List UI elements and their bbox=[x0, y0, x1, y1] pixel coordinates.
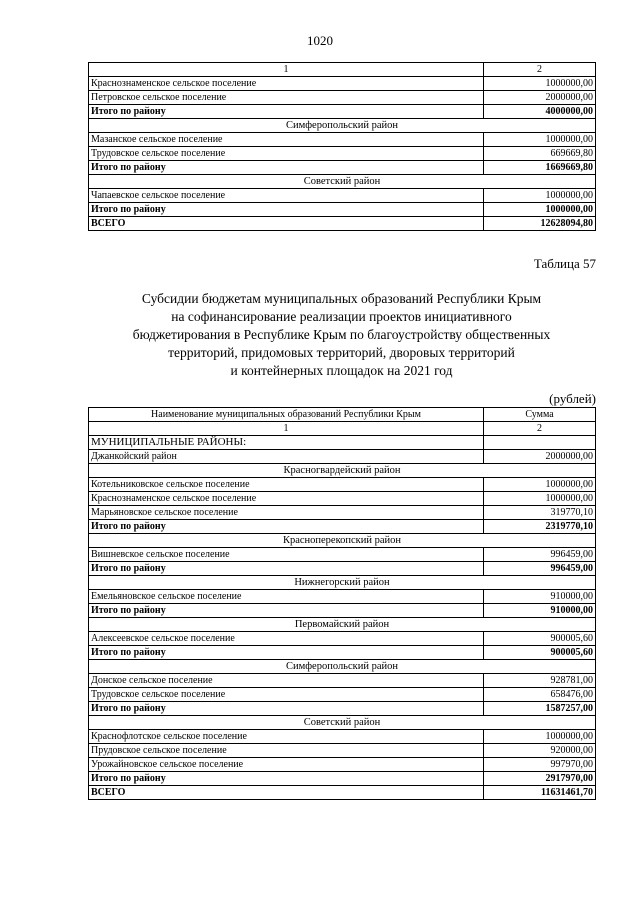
row-name: Прудовское сельское поселение bbox=[89, 744, 484, 758]
row-name: Краснознаменское сельское поселение bbox=[89, 77, 484, 91]
district-name: Красногвардейский район bbox=[89, 464, 596, 478]
row-value: 996459,00 bbox=[484, 548, 596, 562]
district-name: Первомайский район bbox=[89, 618, 596, 632]
district-name: Нижнегорский район bbox=[89, 576, 596, 590]
row-value: 996459,00 bbox=[484, 562, 596, 576]
page-number: 1020 bbox=[307, 33, 333, 48]
district-header-row bbox=[89, 660, 596, 674]
row-name: Итого по району bbox=[89, 604, 484, 618]
district-header-row bbox=[89, 576, 596, 590]
header-name: Наименование муниципальных образований Республики Крым bbox=[89, 408, 484, 422]
district-header-row bbox=[89, 175, 596, 189]
table-row bbox=[89, 77, 596, 91]
row-name: Петровское сельское поселение bbox=[89, 91, 484, 105]
table-row bbox=[89, 590, 596, 604]
table-row bbox=[89, 730, 596, 744]
continued-table bbox=[88, 62, 596, 231]
row-name: Трудовское сельское поселение bbox=[89, 688, 484, 702]
total-row bbox=[89, 786, 596, 800]
row-value: 997970,00 bbox=[484, 758, 596, 772]
table-title-line: бюджетирования в Республике Крым по благоустройству общественных bbox=[132, 327, 551, 342]
row-name: Итого по району bbox=[89, 772, 484, 786]
total-row bbox=[89, 604, 596, 618]
total-row bbox=[89, 772, 596, 786]
column-number-1: 1 bbox=[89, 422, 484, 436]
row-name: Чапаевское сельское поселение bbox=[89, 189, 484, 203]
district-header-row bbox=[89, 119, 596, 133]
table-row bbox=[89, 506, 596, 520]
row-value bbox=[484, 436, 596, 450]
row-value: 1000000,00 bbox=[484, 189, 596, 203]
row-name: Донское сельское поселение bbox=[89, 674, 484, 688]
row-value: 910000,00 bbox=[484, 590, 596, 604]
row-value: 2319770,10 bbox=[484, 520, 596, 534]
column-number-1: 1 bbox=[89, 63, 484, 77]
row-value: 1000000,00 bbox=[484, 133, 596, 147]
row-value: 1000000,00 bbox=[484, 492, 596, 506]
header-sum: Сумма bbox=[484, 408, 596, 422]
total-row bbox=[89, 203, 596, 217]
total-row bbox=[89, 562, 596, 576]
row-name: Итого по району bbox=[89, 203, 484, 217]
row-value: 1000000,00 bbox=[484, 77, 596, 91]
row-name: Итого по району bbox=[89, 562, 484, 576]
row-value: 669669,80 bbox=[484, 147, 596, 161]
district-name: Советский район bbox=[89, 175, 596, 189]
row-name: Итого по району bbox=[89, 646, 484, 660]
row-name: Итого по району bbox=[89, 161, 484, 175]
table-row bbox=[89, 632, 596, 646]
column-number-2: 2 bbox=[484, 422, 596, 436]
row-name: Итого по району bbox=[89, 702, 484, 716]
table-row bbox=[89, 450, 596, 464]
row-name: Емельяновское сельское поселение bbox=[89, 590, 484, 604]
total-row bbox=[89, 646, 596, 660]
units-label: (рублей) bbox=[549, 391, 596, 406]
row-name: Марьяновское сельское поселение bbox=[89, 506, 484, 520]
row-name: Краснознаменское сельское поселение bbox=[89, 492, 484, 506]
table-title-line: и контейнерных площадок на 2021 год bbox=[230, 363, 453, 378]
district-name: Симферопольский район bbox=[89, 119, 596, 133]
table-row bbox=[89, 91, 596, 105]
row-name: МУНИЦИПАЛЬНЫЕ РАЙОНЫ: bbox=[89, 436, 484, 450]
row-name: Алексеевское сельское поселение bbox=[89, 632, 484, 646]
row-value: 12628094,80 bbox=[484, 217, 596, 231]
row-value: 319770,10 bbox=[484, 506, 596, 520]
district-name: Советский район bbox=[89, 716, 596, 730]
table-title-line: на софинансирование реализации проектов инициативного bbox=[171, 309, 512, 324]
district-name: Красноперекопский район bbox=[89, 534, 596, 548]
row-value: 1000000,00 bbox=[484, 203, 596, 217]
row-value: 2917970,00 bbox=[484, 772, 596, 786]
row-value: 2000000,00 bbox=[484, 91, 596, 105]
district-header-row bbox=[89, 464, 596, 478]
row-name: Урожайновское сельское поселение bbox=[89, 758, 484, 772]
row-name: Трудовское сельское поселение bbox=[89, 147, 484, 161]
table-row bbox=[89, 548, 596, 562]
total-row bbox=[89, 105, 596, 119]
header-row bbox=[89, 408, 596, 422]
table-title bbox=[88, 290, 595, 380]
row-value: 928781,00 bbox=[484, 674, 596, 688]
row-value: 1587257,00 bbox=[484, 702, 596, 716]
column-number-2: 2 bbox=[484, 63, 596, 77]
subsidies-table bbox=[88, 407, 596, 800]
table-row bbox=[89, 492, 596, 506]
total-row bbox=[89, 161, 596, 175]
row-value: 920000,00 bbox=[484, 744, 596, 758]
column-number-row bbox=[89, 63, 596, 77]
row-name: Джанкойский район bbox=[89, 450, 484, 464]
row-value: 1669669,80 bbox=[484, 161, 596, 175]
row-name: Итого по району bbox=[89, 520, 484, 534]
table-row bbox=[89, 478, 596, 492]
table-title-line: Субсидии бюджетам муниципальных образований Республики Крым bbox=[141, 291, 542, 306]
table-title-line: территорий, придомовых территорий, дворовых территорий bbox=[168, 345, 515, 360]
row-value: 2000000,00 bbox=[484, 450, 596, 464]
row-value: 658476,00 bbox=[484, 688, 596, 702]
row-value: 1000000,00 bbox=[484, 730, 596, 744]
row-value: 4000000,00 bbox=[484, 105, 596, 119]
table-row bbox=[89, 674, 596, 688]
total-row bbox=[89, 217, 596, 231]
table-row bbox=[89, 189, 596, 203]
row-name: Мазанское сельское поселение bbox=[89, 133, 484, 147]
row-value: 900005,60 bbox=[484, 632, 596, 646]
table-row bbox=[89, 147, 596, 161]
table-row bbox=[89, 133, 596, 147]
column-number-row bbox=[89, 422, 596, 436]
row-value: 1000000,00 bbox=[484, 478, 596, 492]
row-name: Итого по району bbox=[89, 105, 484, 119]
row-name: Вишневское сельское поселение bbox=[89, 548, 484, 562]
row-name: ВСЕГО bbox=[89, 217, 484, 231]
district-name: Симферопольский район bbox=[89, 660, 596, 674]
row-value: 11631461,70 bbox=[484, 786, 596, 800]
table-row bbox=[89, 688, 596, 702]
district-header-row bbox=[89, 618, 596, 632]
section-header-row bbox=[89, 436, 596, 450]
table-row bbox=[89, 758, 596, 772]
district-header-row bbox=[89, 716, 596, 730]
total-row bbox=[89, 702, 596, 716]
row-name: Котельниковское сельское поселение bbox=[89, 478, 484, 492]
table-caption: Таблица 57 bbox=[533, 256, 596, 271]
district-header-row bbox=[89, 534, 596, 548]
table-row bbox=[89, 744, 596, 758]
total-row bbox=[89, 520, 596, 534]
row-name: ВСЕГО bbox=[89, 786, 484, 800]
row-value: 900005,60 bbox=[484, 646, 596, 660]
row-name: Краснофлотское сельское поселение bbox=[89, 730, 484, 744]
row-value: 910000,00 bbox=[484, 604, 596, 618]
